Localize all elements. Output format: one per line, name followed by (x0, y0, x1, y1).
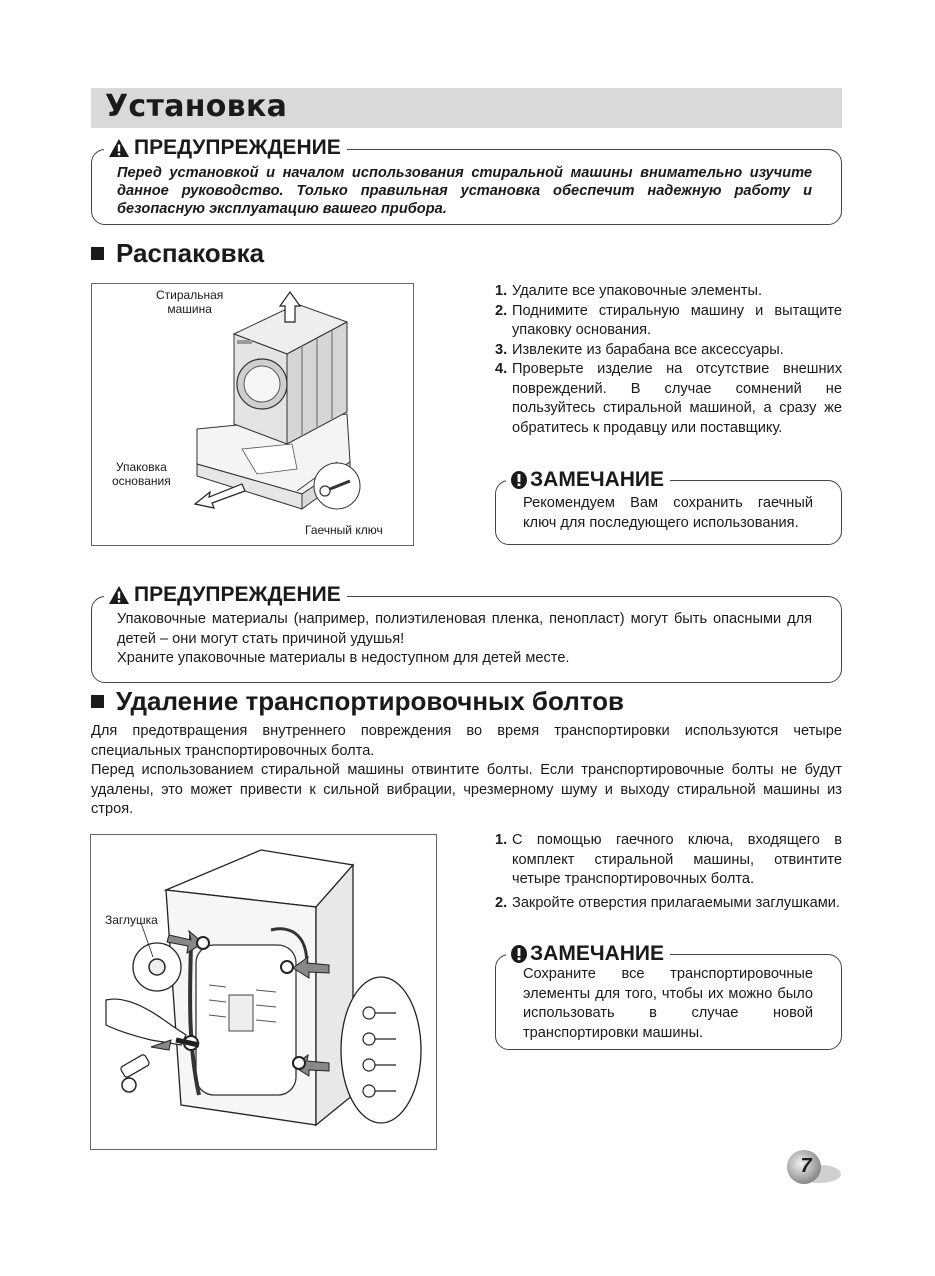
list-item: 1. С помощью гаечного ключа, входящего в комплект стиральной машины, отвинтите четыре транспортировочных болта. (495, 832, 842, 887)
list-item: 4. Проверьте изделие на отсутствие внешних повреждений. В случае сомнений не пользуйтесь стиральной машиной, а сразу же обратитесь к продавцу или поставщику. (495, 361, 842, 436)
list-item: 3. Извлеките из барабана все аксессуары. (495, 341, 784, 358)
bolts-para-1: Для предотвращения внутреннего повреждения во время транспортировки используются четыре специальных транспортировочных болта. (91, 723, 842, 759)
section-heading-bolts: Удаление транспортировочных болтов (91, 684, 624, 718)
page-number: 7 (800, 1155, 812, 1177)
warning-1-text: Перед установкой и началом использования стиральной машины внимательно изучите данное руководство. Только правильная установка обеспечит надежную работу и безопасную эксплуатацию вашего прибора. (117, 165, 812, 217)
warning-heading-1-text: ПРЕДУПРЕЖДЕНИЕ (134, 136, 341, 159)
unpacking-illustration (92, 284, 413, 545)
exclamation-icon (510, 470, 528, 490)
bolts-figure (90, 834, 437, 1150)
unpacking-steps (495, 282, 842, 438)
warning-triangle-icon (108, 585, 130, 605)
section-heading-unpacking: Распаковка (91, 236, 264, 270)
unpacking-figure (91, 283, 414, 546)
warning-2-line1: Упаковочные материалы (например, полиэтиленовая пленка, пенопласт) могут быть опасными для детей – они могут стать причиной удушья! (117, 611, 812, 647)
bolts-steps (495, 831, 842, 913)
note-1-text: Рекомендуем Вам сохранить гаечный ключ для последующего использования. (523, 495, 813, 531)
label-wrench: Гаечный ключ (305, 523, 383, 537)
warning-heading-1 (104, 136, 347, 160)
page-title-bar (91, 88, 842, 128)
bullet-square-icon (91, 247, 104, 260)
bullet-square-icon (91, 695, 104, 708)
label-machine: Стиральная машина (156, 288, 224, 316)
warning-2-line2: Храните упаковочные материалы в недоступном для детей месте. (117, 650, 570, 666)
note-heading-2: ЗАМЕЧАНИЕ (506, 942, 670, 966)
list-item: 1. Удалите все упаковочные элементы. (495, 283, 763, 299)
note-heading-1: ЗАМЕЧАНИЕ (506, 468, 670, 492)
exclamation-icon (510, 944, 528, 964)
list-item: 2. Закройте отверстия прилагаемыми заглушками. (495, 894, 840, 911)
bolts-para-2: Перед использованием стиральной машины отвинтите болты. Если транспортировочные болты не будут удалены, это может привести к сильной вибрации, чрезмерному шуму и выходу стиральной машины из строя. (91, 762, 842, 817)
warning-heading-2: ПРЕДУПРЕЖДЕНИЕ (104, 583, 347, 607)
list-item: 2. Поднимите стиральную машину и вытащите упаковку основания. (495, 302, 842, 338)
warning-triangle-icon (108, 138, 130, 158)
label-base-packaging: Упаковка основания (112, 460, 171, 488)
page-title: Установка (105, 89, 288, 124)
bolts-illustration (91, 835, 436, 1149)
label-plug: Заглушка (105, 913, 158, 927)
note-2-text: Сохраните все транспортировочные элементы для того, чтобы их можно было использовать в случае новой транспортировки машины. (523, 966, 813, 1041)
